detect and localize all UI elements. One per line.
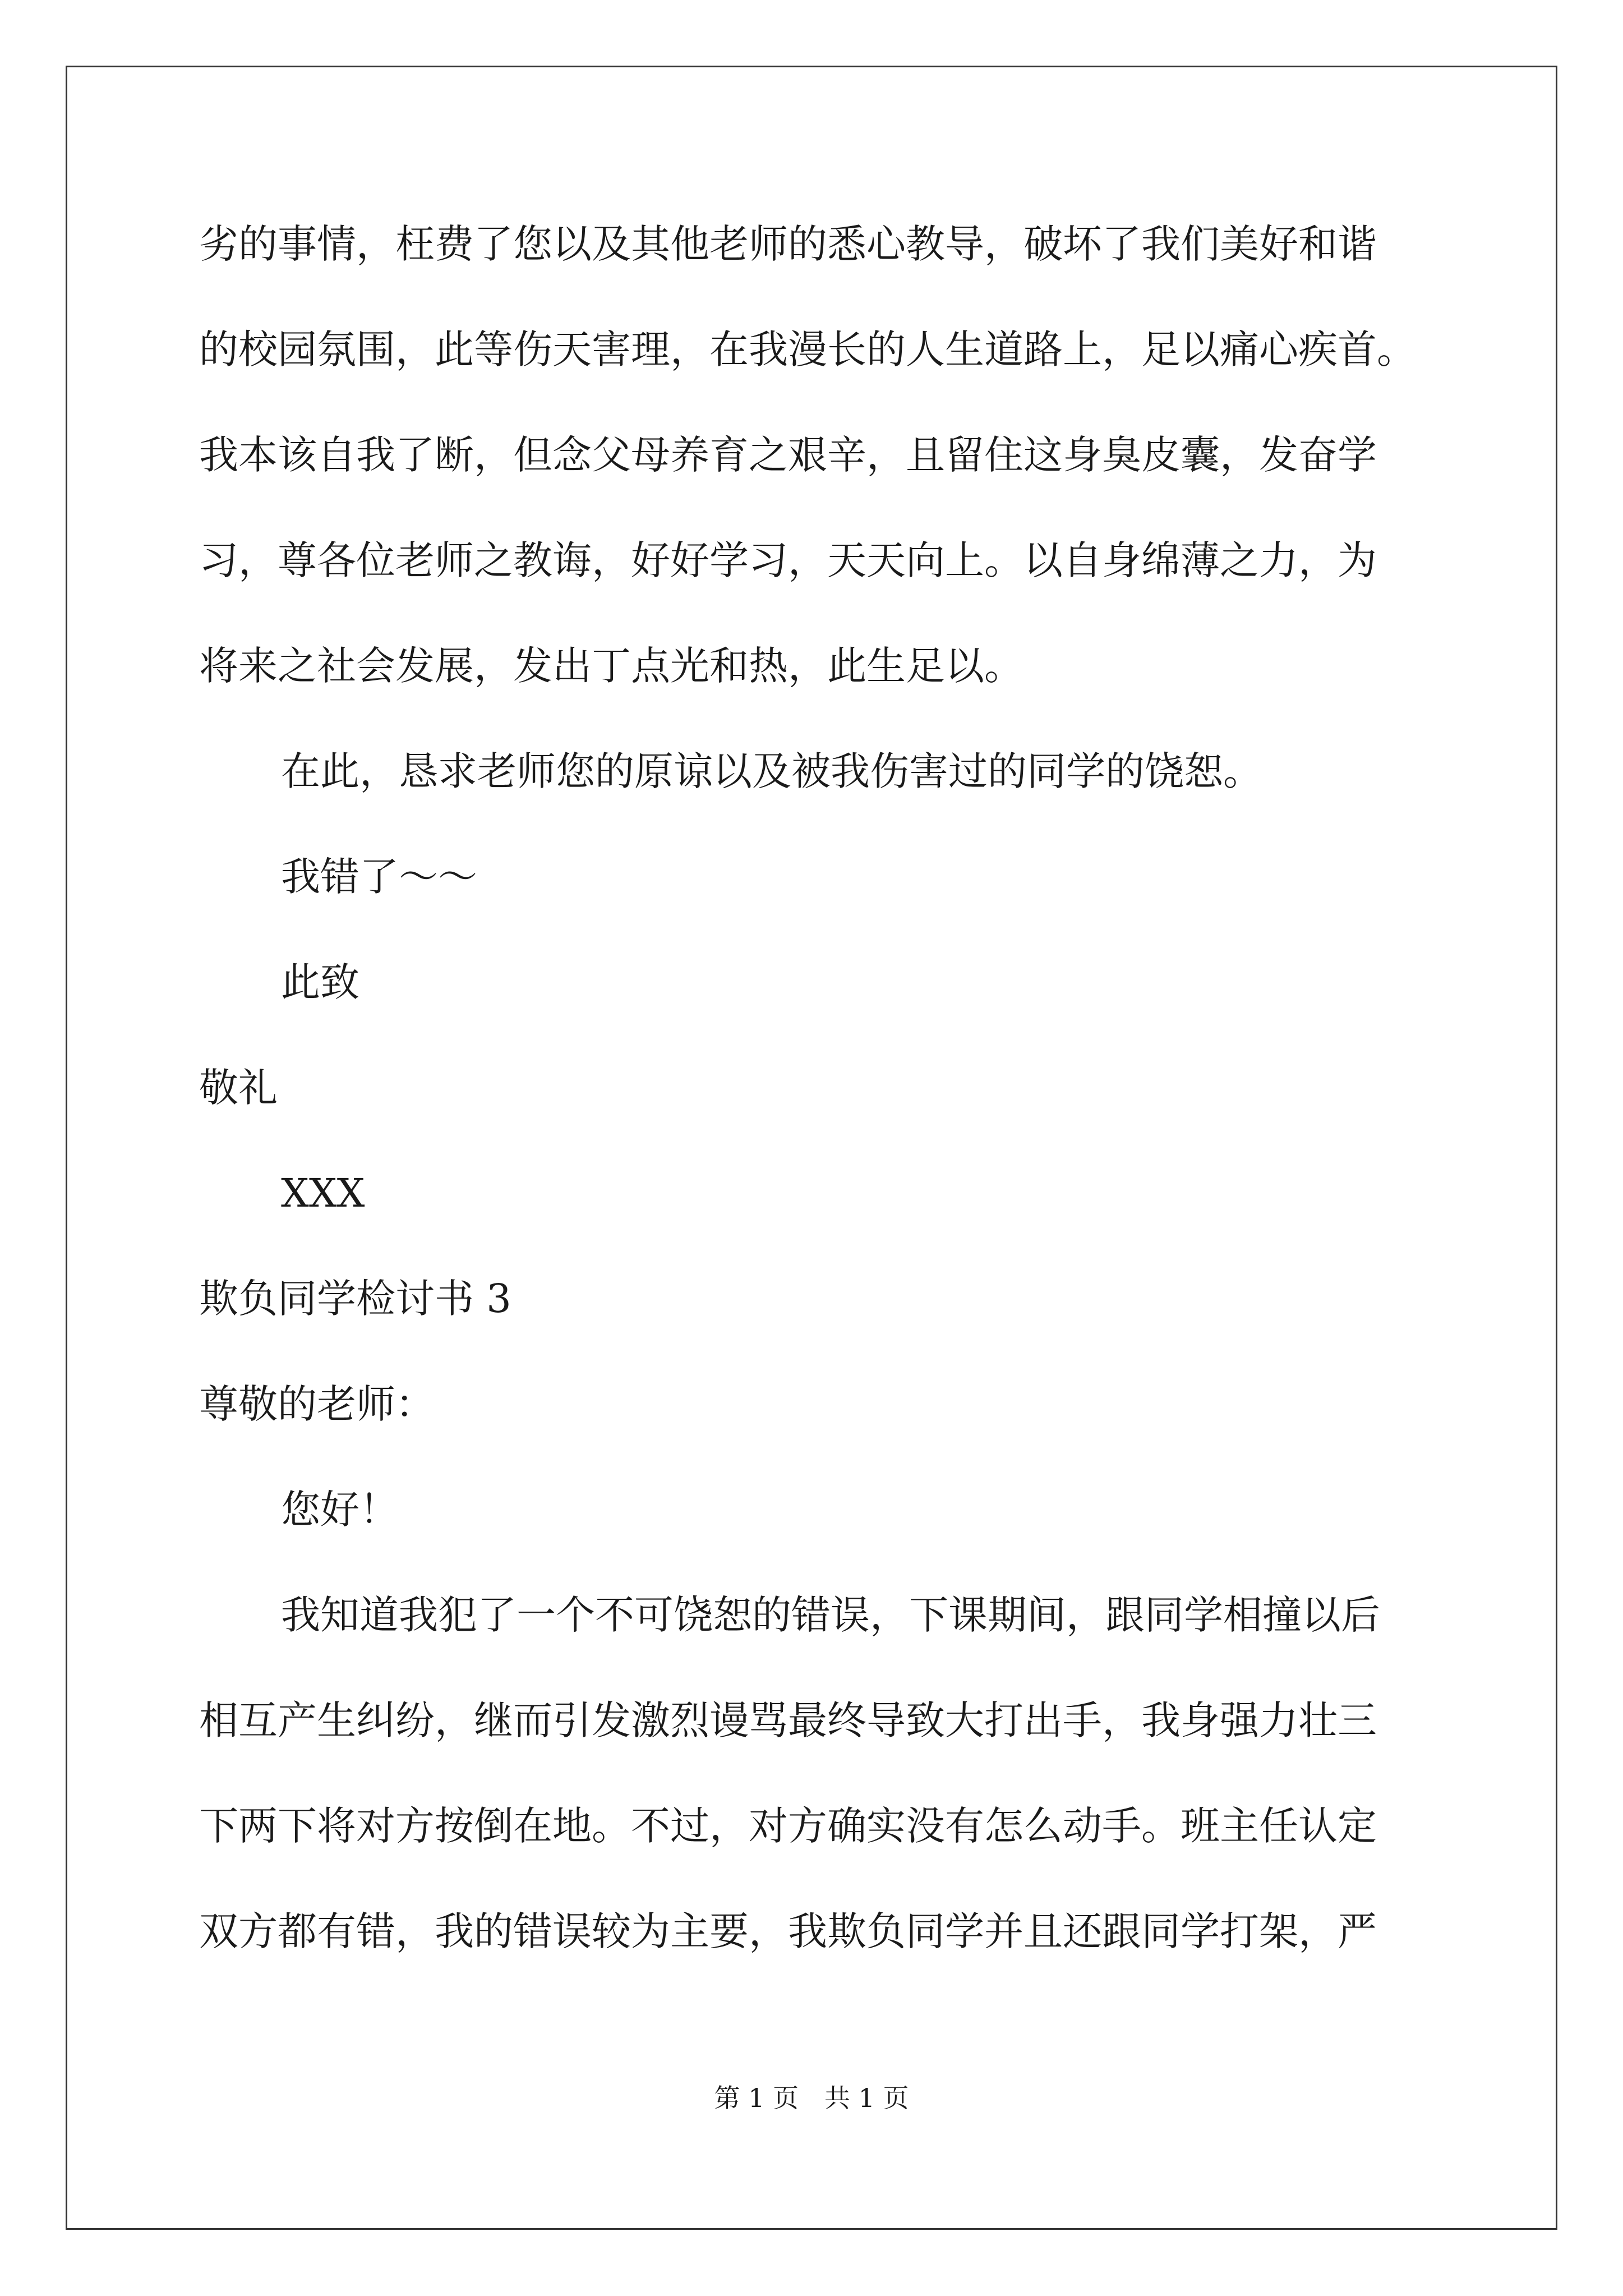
paragraph-line: 我本该自我了断，但念父母养育之艰辛，且留住这身臭皮囊，发奋学 (199, 432, 1377, 478)
paragraph-line: 双方都有错，我的错误较为主要，我欺负同学并且还跟同学打架，严 (199, 1908, 1377, 1954)
greeting-line: 您好！ (281, 1487, 399, 1533)
paragraph-line: 劣的事情，枉费了您以及其他老师的悉心教导，破坏了我们美好和谐 (199, 221, 1377, 267)
paragraph-line: 我知道我犯了一个不可饶恕的错误，下课期间，跟同学相撞以后 (281, 1592, 1380, 1638)
paragraph-line: 将来之社会发展，发出丁点光和热，此生足以。 (199, 643, 1023, 689)
closing-line: 此致 (281, 959, 359, 1005)
salutation-line: 敬礼 (199, 1065, 278, 1111)
greeting-line: 尊敬的老师： (199, 1381, 435, 1427)
paragraph-line: 的校园氛围，此等伤天害理，在我漫长的人生道路上，足以痛心疾首。 (199, 326, 1416, 372)
paragraph-line: 下两下将对方按倒在地。不过，对方确实没有怎么动手。班主任认定 (199, 1803, 1377, 1849)
signature-line: XXX (281, 1170, 365, 1216)
paragraph-line: 相互产生纠纷，继而引发激烈谩骂最终导致大打出手，我身强力壮三 (199, 1697, 1377, 1743)
paragraph-line: 我错了～～ (281, 854, 477, 900)
section-title: 欺负同学检讨书 3 (199, 1276, 511, 1322)
page-border (66, 66, 1557, 2230)
paragraph-line: 习，尊各位老师之教诲，好好学习，天天向上。以自身绵薄之力，为 (199, 537, 1377, 583)
page-number: 第 1 页 共 1 页 (714, 2083, 909, 2113)
paragraph-line: 在此，恳求老师您的原谅以及被我伤害过的同学的饶恕。 (281, 748, 1262, 794)
